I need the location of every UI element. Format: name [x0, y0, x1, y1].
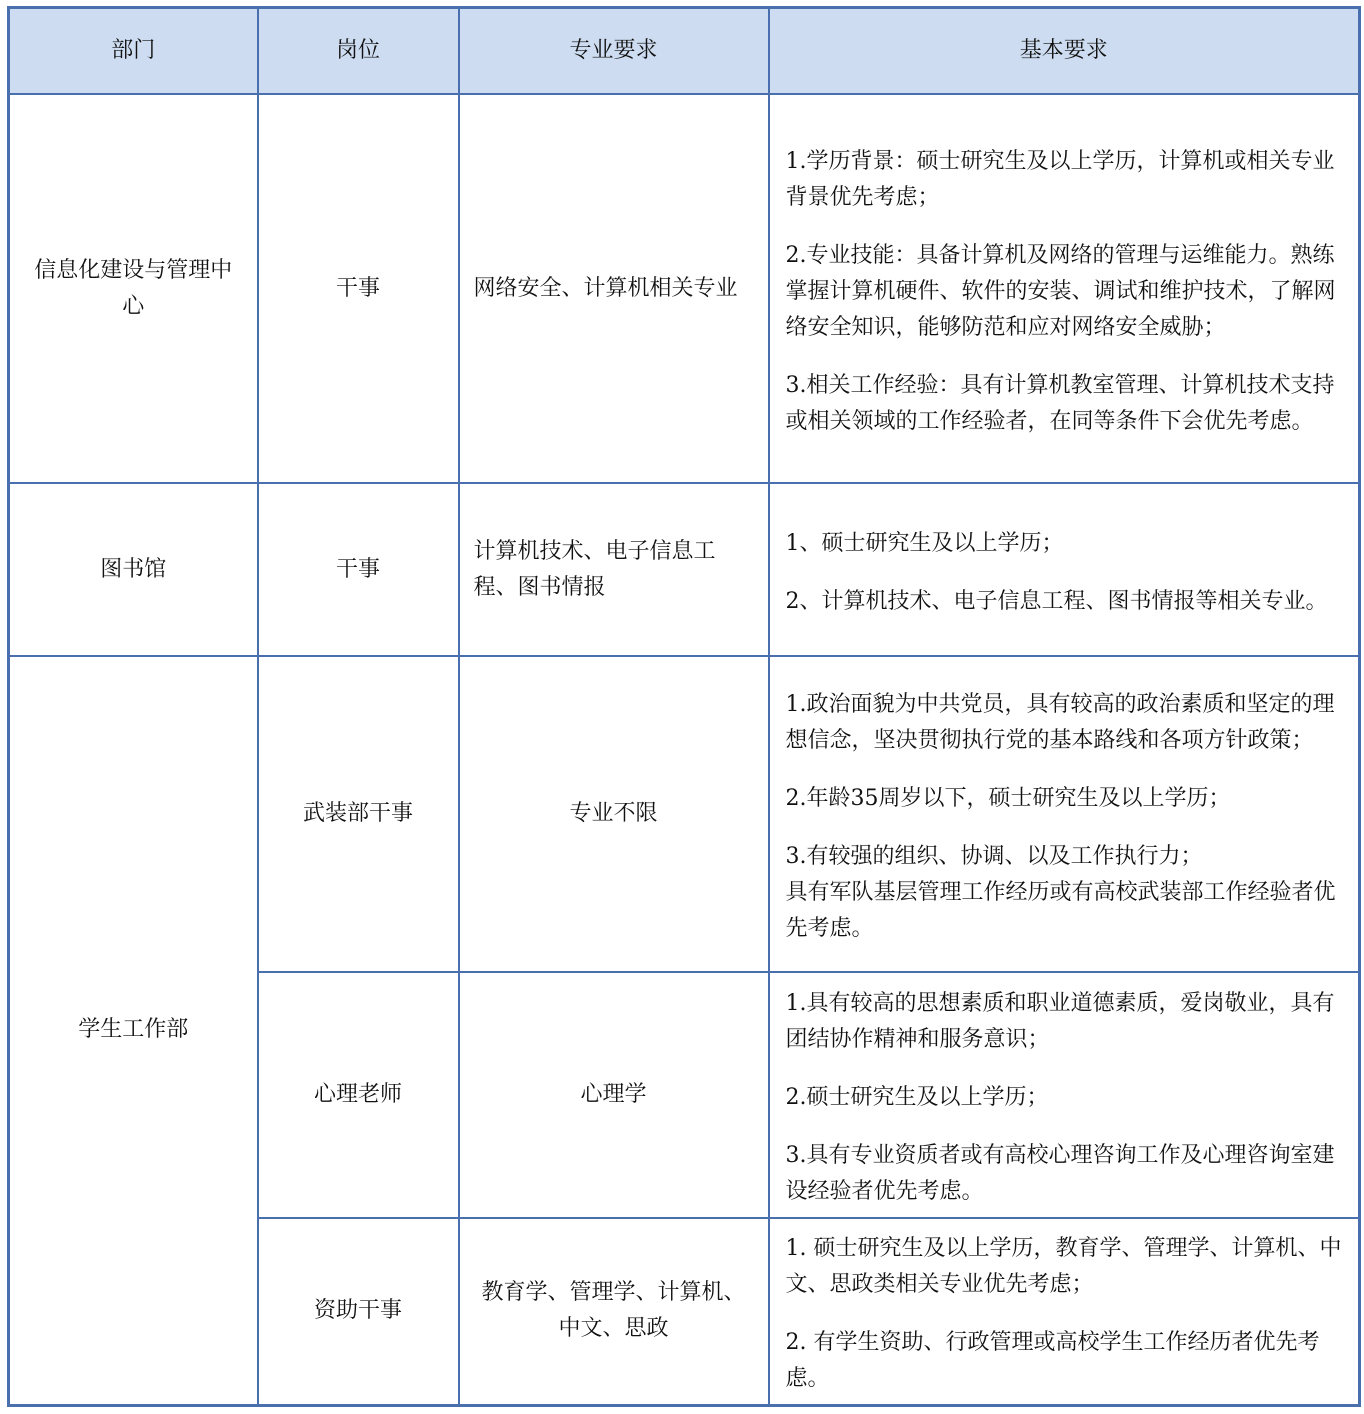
position-cell: 干事 — [258, 94, 459, 483]
recruitment-table — [7, 6, 1361, 1407]
requirements-cell — [769, 94, 1360, 483]
requirement-item: 1.学历背景：硕士研究生及以上学历，计算机或相关专业背景优先考虑； — [785, 148, 1335, 210]
requirements-cell — [769, 1218, 1360, 1405]
requirements-cell — [769, 972, 1360, 1218]
header-department: 部门 — [9, 8, 258, 95]
requirements-cell — [769, 483, 1360, 656]
table-row — [9, 483, 1360, 656]
requirement-item: 2.年龄35周岁以下，硕士研究生及以上学历； — [785, 786, 1231, 811]
department-cell: 学生工作部 — [9, 656, 258, 1405]
requirement-item: 2.硕士研究生及以上学历； — [785, 1085, 1049, 1110]
position-cell: 心理老师 — [258, 972, 459, 1218]
requirement-item: 1. 硕士研究生及以上学历，教育学、管理学、计算机、中文、思政类相关专业优先考虑； — [785, 1236, 1342, 1298]
position-cell: 资助干事 — [258, 1218, 459, 1405]
department-cell: 图书馆 — [9, 483, 258, 656]
table-row — [9, 94, 1360, 483]
major-cell: 心理学 — [459, 972, 769, 1218]
requirement-item: 1、硕士研究生及以上学历； — [785, 530, 1064, 556]
table-header-row — [9, 8, 1360, 95]
major-cell: 教育学、管理学、计算机、中文、思政 — [459, 1218, 769, 1405]
table-row — [9, 656, 1360, 972]
requirement-item: 3.相关工作经验：具有计算机教室管理、计算机技术支持或相关领域的工作经验者，在同等条件下会优先考虑。 — [785, 372, 1335, 434]
requirement-item: 1.具有较高的思想素质和职业道德素质，爱岗敬业，具有团结协作精神和服务意识； — [785, 991, 1335, 1052]
requirement-item: 具有军队基层管理工作经历或有高校武装部工作经验者优先考虑。 — [785, 880, 1336, 941]
requirement-item: 2.专业技能：具备计算机及网络的管理与运维能力。熟练掌握计算机硬件、软件的安装、调试和维护技术，了解网络安全知识，能够防范和应对网络安全威胁； — [785, 242, 1336, 340]
department-cell: 信息化建设与管理中心 — [9, 94, 258, 483]
header-basic-requirements: 基本要求 — [769, 8, 1360, 95]
major-cell: 网络安全、计算机相关专业 — [459, 94, 769, 483]
requirement-item: 3.有较强的组织、协调、以及工作执行力； — [785, 844, 1203, 869]
major-cell: 计算机技术、电子信息工程、图书情报 — [459, 483, 769, 656]
header-major: 专业要求 — [459, 8, 769, 95]
requirement-item: 2. 有学生资助、行政管理或高校学生工作经历者优先考虑。 — [785, 1330, 1320, 1392]
position-cell: 武装部干事 — [258, 656, 459, 972]
requirement-item: 1.政治面貌为中共党员，具有较高的政治素质和坚定的理想信念，坚决贯彻执行党的基本路线和各项方针政策； — [785, 692, 1335, 753]
major-cell: 专业不限 — [459, 656, 769, 972]
requirements-cell — [769, 656, 1360, 972]
requirement-item: 3.具有专业资质者或有高校心理咨询工作及心理咨询室建设经验者优先考虑。 — [785, 1143, 1335, 1204]
position-cell: 干事 — [258, 483, 459, 656]
header-position: 岗位 — [258, 8, 459, 95]
requirement-item: 2、计算机技术、电子信息工程、图书情报等相关专业。 — [785, 588, 1328, 614]
